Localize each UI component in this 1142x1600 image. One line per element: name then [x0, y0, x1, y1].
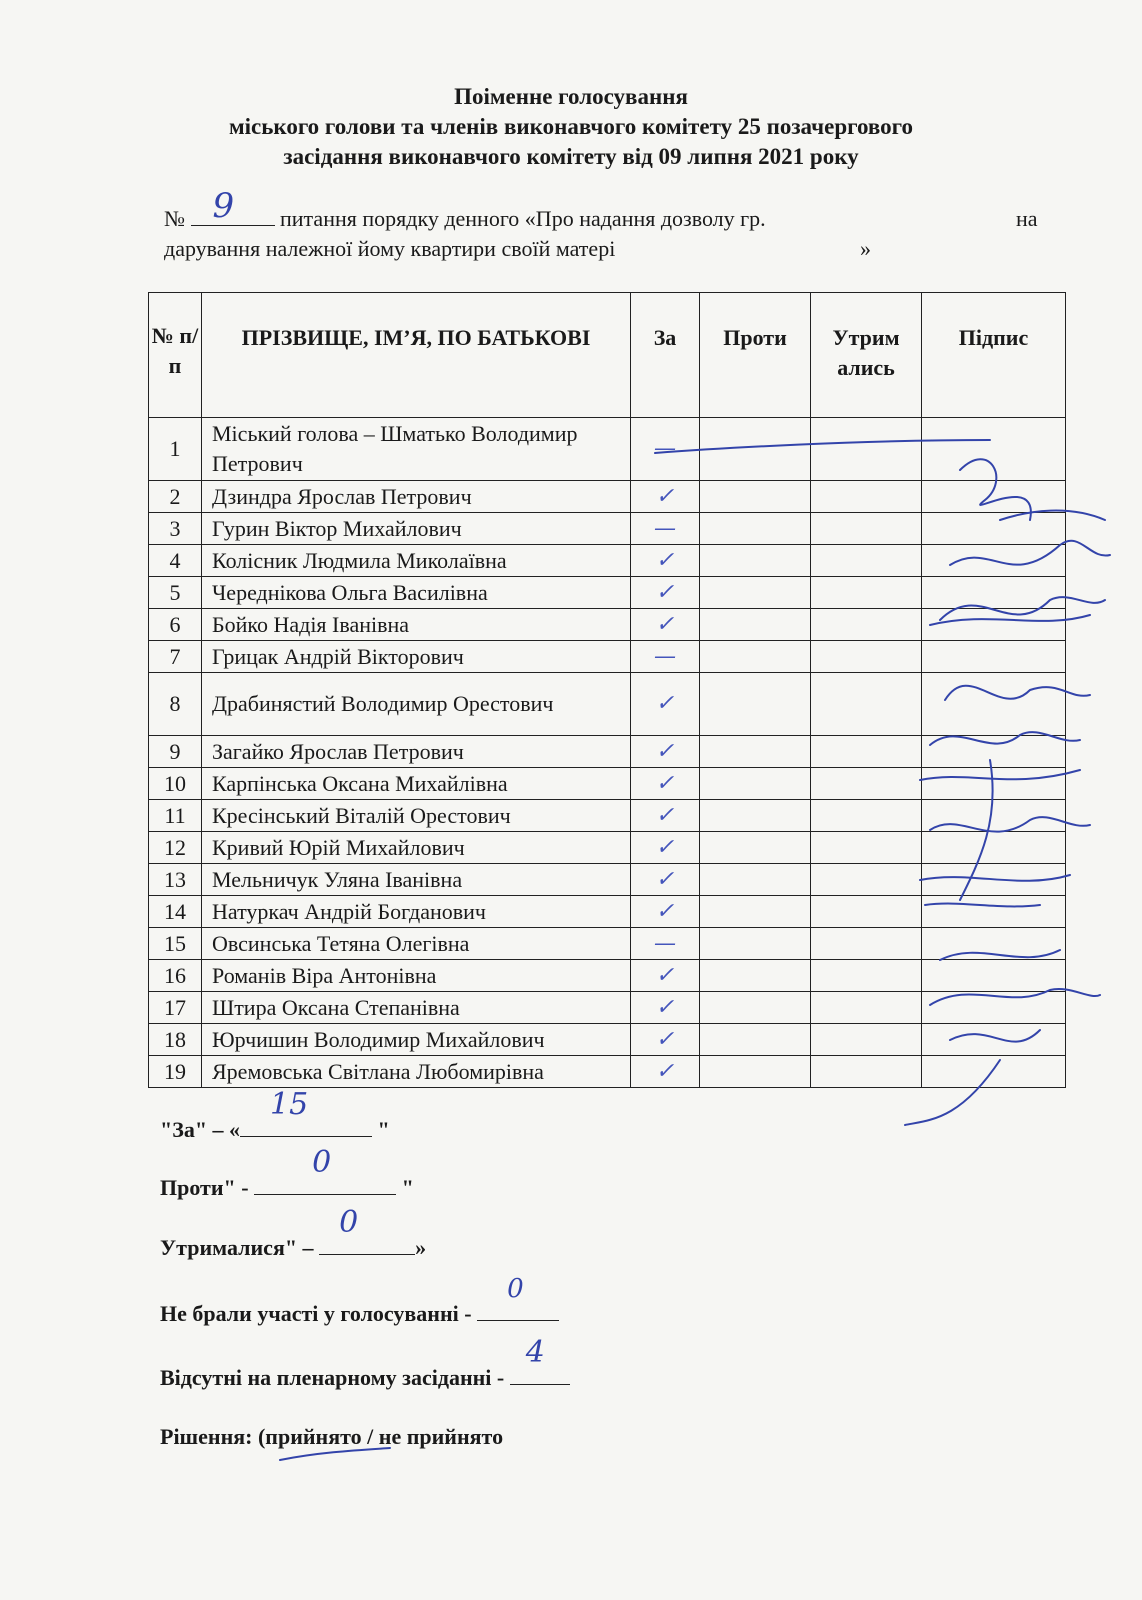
question-text-2-end: »: [860, 236, 871, 261]
row-name: Овсинська Тетяна Олегівна: [202, 928, 631, 960]
doc-subtitle-line1: міського голови та членів виконавчого комітету 25 позачергового: [228, 114, 914, 139]
row-name: Драбинястий Володимир Орестович: [202, 673, 631, 736]
row-number: 2: [149, 481, 202, 513]
row-za-mark: ✓: [631, 1024, 700, 1056]
row-za-mark: ✓: [631, 800, 700, 832]
row-number: 15: [149, 928, 202, 960]
row-number: 12: [149, 832, 202, 864]
row-za-mark: ✓: [631, 673, 700, 736]
row-number: 8: [149, 673, 202, 736]
signature-scribbles-icon: [280, 440, 1110, 1460]
summary-nebraly-value: 0: [507, 1274, 524, 1304]
row-za-mark: ✓: [631, 992, 700, 1024]
row-name: Загайко Ярослав Петрович: [202, 736, 631, 768]
row-name: Бойко Надія Іванівна: [202, 609, 631, 641]
row-number: 6: [149, 609, 202, 641]
row-name: Натуркач Андрій Богданович: [202, 896, 631, 928]
row-number: 1: [149, 418, 202, 481]
summary-za-end: ": [372, 1117, 390, 1142]
row-number: 17: [149, 992, 202, 1024]
number-sign: №: [164, 206, 185, 231]
question-number-handwritten: 9: [212, 186, 235, 226]
row-number: 19: [149, 1056, 202, 1088]
row-name: Череднікова Ольга Василівна: [202, 577, 631, 609]
row-name: Яремовська Світлана Любомирівна: [202, 1056, 631, 1088]
summary-proty-label: Проти" -: [160, 1175, 255, 1200]
summary-utrym-value: 0: [339, 1205, 359, 1240]
row-number: 16: [149, 960, 202, 992]
row-za-mark: —: [631, 418, 700, 481]
row-za-mark: —: [631, 641, 700, 673]
row-name: Юрчишин Володимир Михайлович: [202, 1024, 631, 1056]
question-text-1-end: на: [1016, 206, 1038, 231]
header-utrym: Утрим ались: [811, 293, 922, 418]
summary-proty-value: 0: [312, 1145, 332, 1180]
header-num: № п/п: [149, 293, 202, 418]
row-name: Штира Оксана Степанівна: [202, 992, 631, 1024]
row-number: 14: [149, 896, 202, 928]
row-za-mark: ✓: [631, 832, 700, 864]
summary-rishennia: Рішення: (прийнято / не прийнято: [160, 1424, 504, 1449]
row-number: 10: [149, 768, 202, 800]
row-za-mark: ✓: [631, 960, 700, 992]
row-number: 18: [149, 1024, 202, 1056]
row-number: 5: [149, 577, 202, 609]
row-name: Колісник Людмила Миколаївна: [202, 545, 631, 577]
row-za-mark: ✓: [631, 545, 700, 577]
row-number: 4: [149, 545, 202, 577]
doc-title: Поіменне голосування: [454, 84, 688, 109]
row-za-mark: ✓: [631, 577, 700, 609]
summary-vidsutni-value: 4: [525, 1335, 545, 1370]
row-za-mark: ✓: [631, 481, 700, 513]
row-za-mark: ✓: [631, 896, 700, 928]
row-za-mark: ✓: [631, 1056, 700, 1088]
row-number: 3: [149, 513, 202, 545]
row-name: Карпінська Оксана Михайлівна: [202, 768, 631, 800]
question-text-2: дарування належної йому квартири своїй матері: [164, 236, 616, 261]
row-za-mark: ✓: [631, 609, 700, 641]
summary-nebraly-label: Не брали участі у голосуванні -: [160, 1301, 478, 1326]
row-name: Дзиндра Ярослав Петрович: [202, 481, 631, 513]
row-name: Міський голова – Шматько Володимир Петрович: [202, 418, 631, 481]
question-text-1: питання порядку денного «Про надання дозволу гр.: [280, 206, 766, 231]
row-number: 9: [149, 736, 202, 768]
row-za-mark: —: [631, 513, 700, 545]
summary-proty-end: ": [396, 1175, 414, 1200]
row-name: Гурин Віктор Михайлович: [202, 513, 631, 545]
summary-za-value: 15: [270, 1087, 309, 1122]
row-number: 13: [149, 864, 202, 896]
row-za-mark: ✓: [631, 864, 700, 896]
doc-subtitle-line2: засідання виконавчого комітету від 09 липня 2021 року: [283, 144, 859, 169]
row-number: 7: [149, 641, 202, 673]
row-name: Кривий Юрій Михайлович: [202, 832, 631, 864]
row-name: Грицак Андрій Вікторович: [202, 641, 631, 673]
summary-vidsutni-label: Відсутні на пленарному засіданні -: [160, 1365, 510, 1390]
row-name: Кресінський Віталій Орестович: [202, 800, 631, 832]
header-za: За: [631, 293, 700, 418]
summary-utrym-end: »: [415, 1235, 427, 1260]
header-proty: Проти: [700, 293, 811, 418]
row-za-mark: —: [631, 928, 700, 960]
header-name: ПРІЗВИЩЕ, ІМ’Я, ПО БАТЬКОВІ: [202, 293, 631, 418]
row-number: 11: [149, 800, 202, 832]
row-za-mark: ✓: [631, 736, 700, 768]
row-za-mark: ✓: [631, 768, 700, 800]
row-name: Романів Віра Антонівна: [202, 960, 631, 992]
row-name: Мельничук Уляна Іванівна: [202, 864, 631, 896]
header-pidpys: Підпис: [922, 293, 1066, 418]
summary-za-label: "За" – «: [160, 1117, 241, 1142]
summary-utrym-label: Утрималися" –: [160, 1235, 320, 1260]
